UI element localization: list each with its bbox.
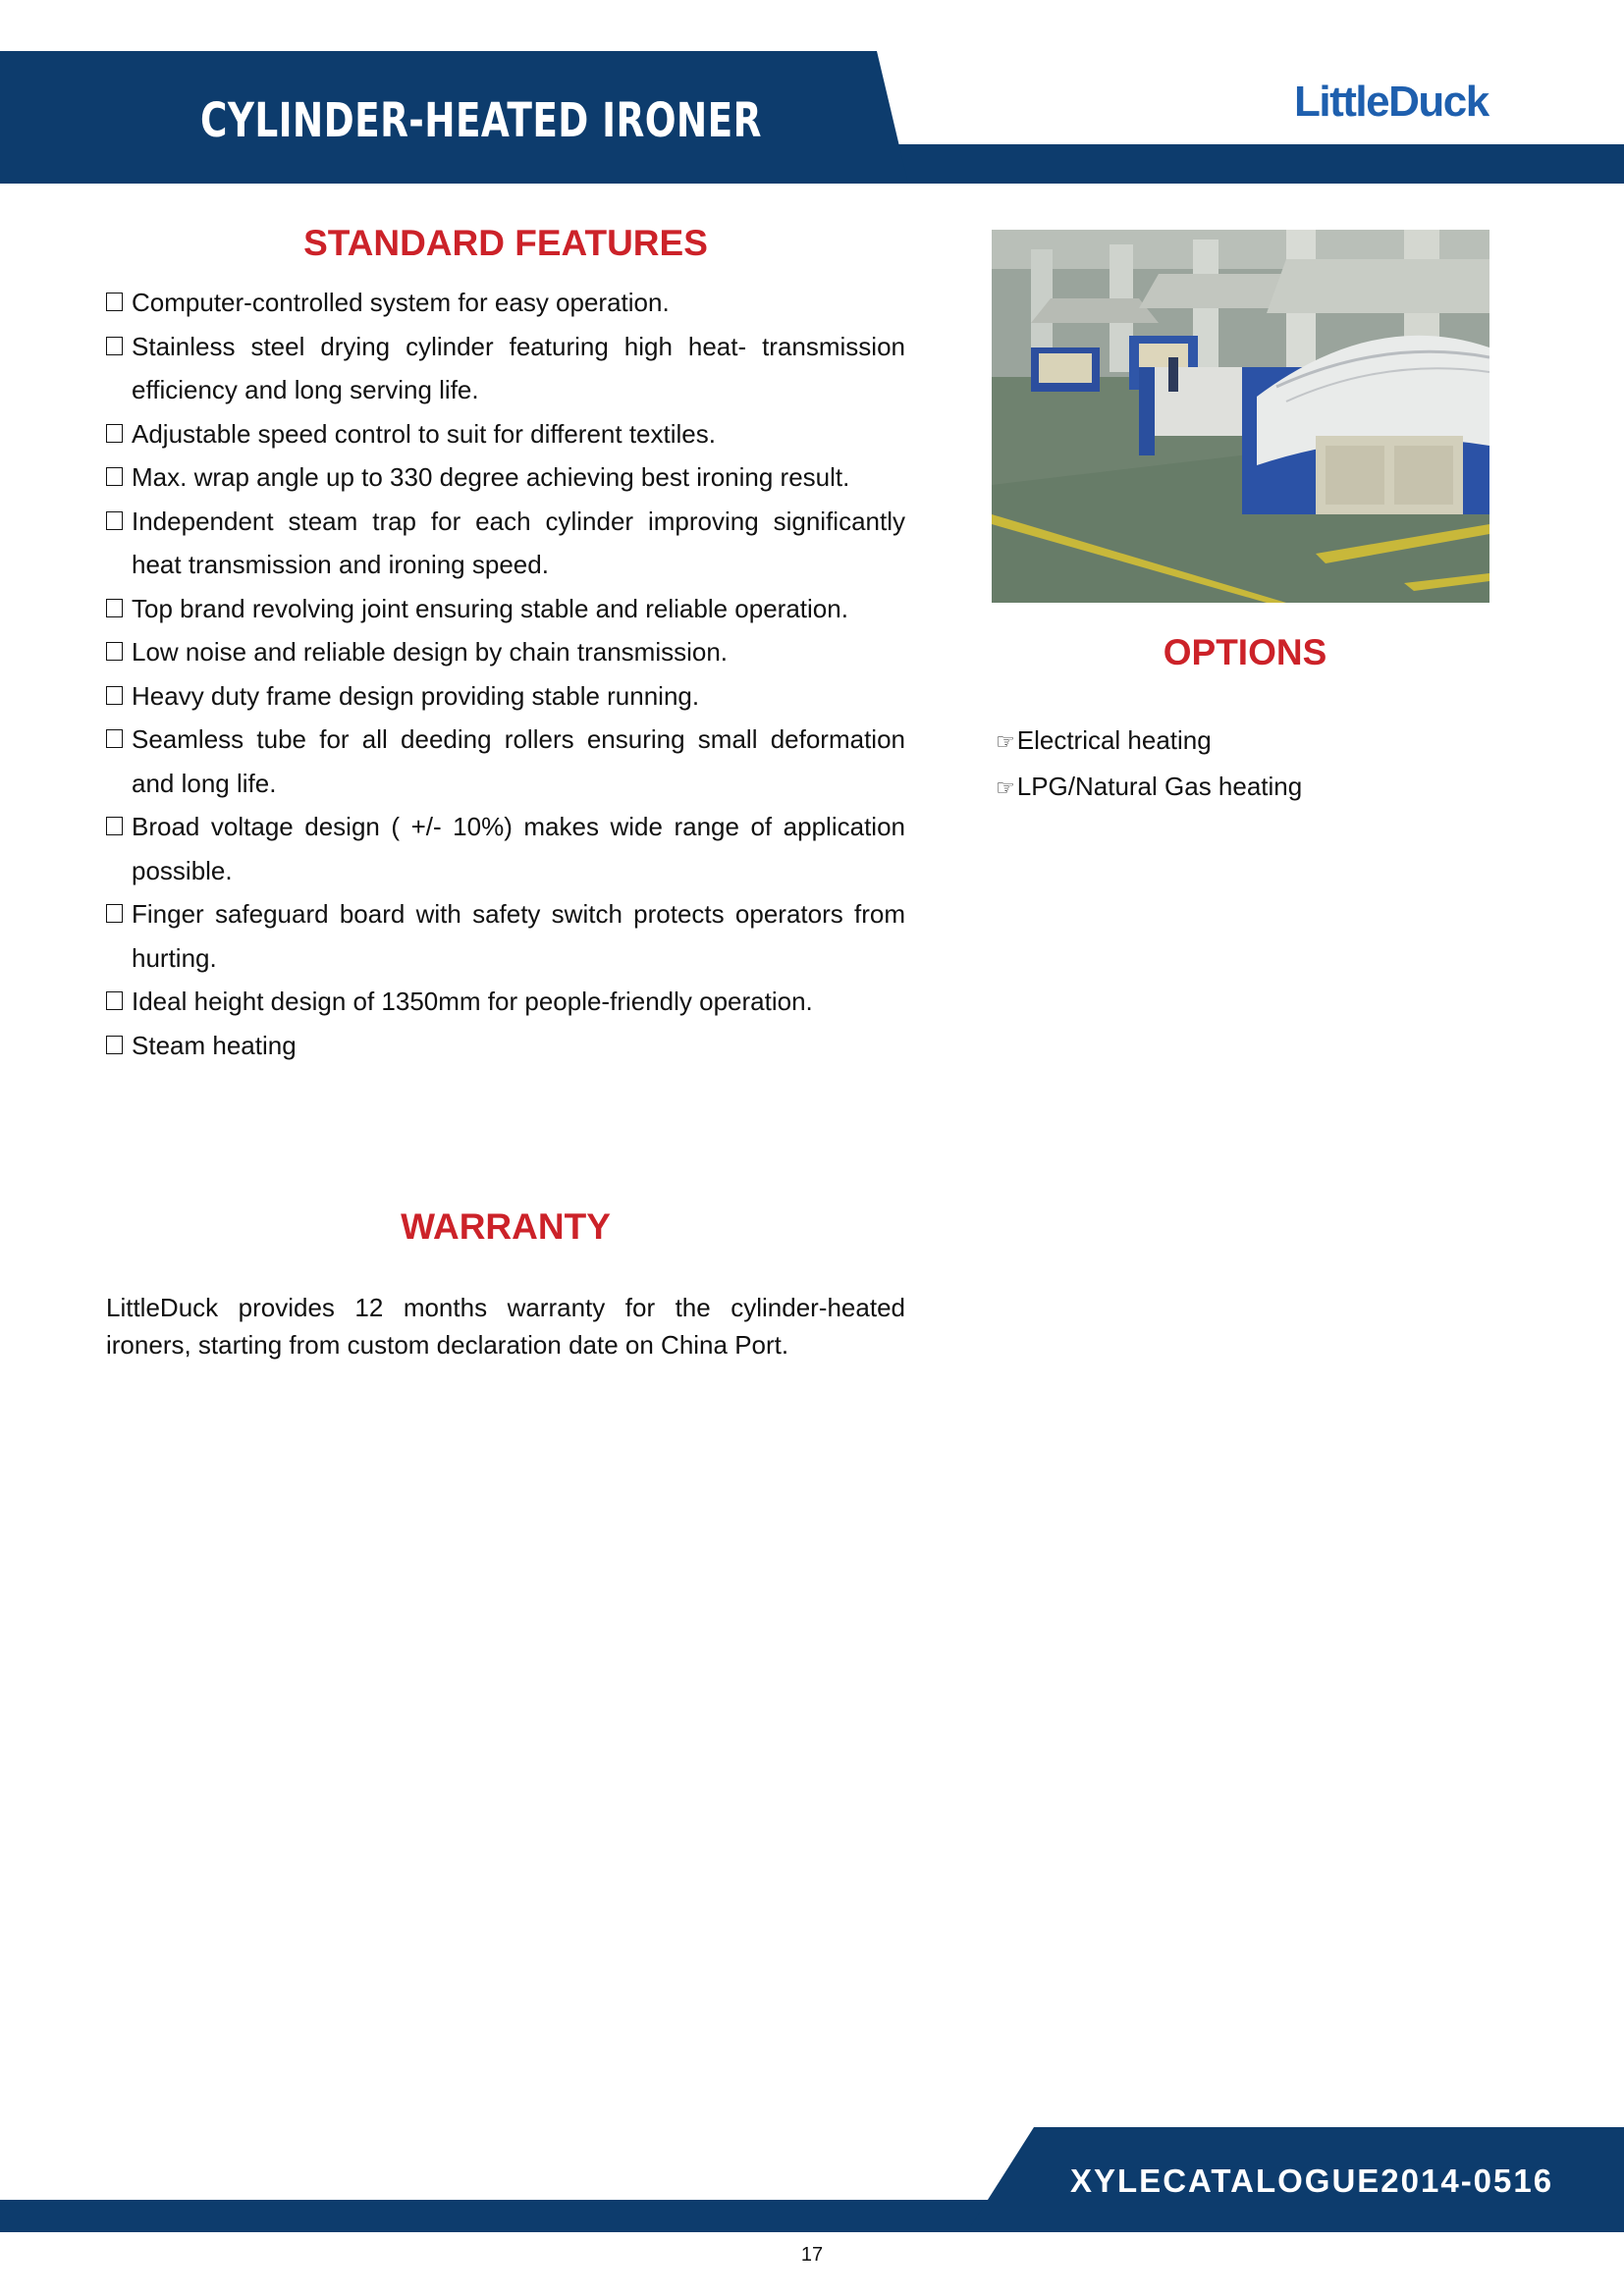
feature-text: Heavy duty frame design providing stable running. [132,680,700,711]
feature-item [106,412,905,456]
feature-text: Computer-controlled system for easy operation. [132,288,670,317]
feature-item [106,805,905,892]
standard-features-heading: STANDARD FEATURES [303,223,708,263]
feature-text: Seamless tube for all deeding rollers ensuring small deformation and long life. [132,724,905,798]
options-list [996,719,1487,811]
option-item [996,765,1487,811]
checkbox-bullet-icon [106,1036,123,1054]
checkbox-bullet-icon [106,337,123,355]
option-text: Electrical heating [1016,725,1212,755]
feature-text: Low noise and reliable design by chain transmission. [132,637,729,667]
checkbox-bullet-icon [106,817,123,835]
pointing-hand-icon: ☞ [996,776,1015,801]
feature-text: Stainless steel drying cylinder featuring high heat- transmission efficiency and long serving life. [132,331,905,404]
product-photo [992,230,1489,603]
option-text: LPG/Natural Gas heating [1016,772,1303,801]
feature-item [106,281,905,325]
checkbox-bullet-icon [106,293,123,311]
page-title: CYLINDER-HEATED IRONER [200,93,762,148]
feature-text: Finger safeguard board with safety switch protects operators from hurting. [132,899,905,973]
feature-text: Max. wrap angle up to 330 degree achieving best ironing result. [132,462,850,492]
feature-item [106,892,905,980]
page-number: 17 [800,2244,824,2266]
checkbox-bullet-icon [106,642,123,661]
option-item [996,719,1487,765]
feature-text: Broad voltage design ( +/- 10%) makes wide range of application possible. [132,812,905,885]
options-heading: OPTIONS [1163,632,1327,672]
standard-features-list [106,281,905,1067]
brand-logo: LittleDuck [1294,78,1489,126]
feature-text: Ideal height design of 1350mm for people-friendly operation. [132,987,813,1016]
checkbox-bullet-icon [106,729,123,748]
checkbox-bullet-icon [106,904,123,923]
feature-item [106,1024,905,1068]
catalogue-code: XYLECATALOGUE2014-0516 [1070,2163,1554,2199]
checkbox-bullet-icon [106,424,123,443]
feature-item [106,455,905,500]
feature-item [106,630,905,674]
feature-item [106,587,905,631]
checkbox-bullet-icon [106,511,123,530]
feature-text: Top brand revolving joint ensuring stable and reliable operation. [132,593,848,623]
feature-item [106,980,905,1024]
pointing-hand-icon: ☞ [996,730,1015,755]
feature-text: Steam heating [132,1030,297,1060]
feature-item [106,325,905,412]
feature-text: Independent steam trap for each cylinder improving significantly heat transmission and ironing speed. [132,506,905,579]
feature-item [106,718,905,805]
warranty-heading: WARRANTY [401,1206,611,1247]
checkbox-bullet-icon [106,467,123,486]
warranty-text: LittleDuck provides 12 months warranty for the cylinder-heated ironers, starting from custom declaration date on China Port. [106,1293,905,1360]
checkbox-bullet-icon [106,599,123,617]
feature-item [106,500,905,587]
checkbox-bullet-icon [106,991,123,1010]
checkbox-bullet-icon [106,686,123,705]
feature-item [106,674,905,719]
feature-text: Adjustable speed control to suit for different textiles. [132,418,716,449]
